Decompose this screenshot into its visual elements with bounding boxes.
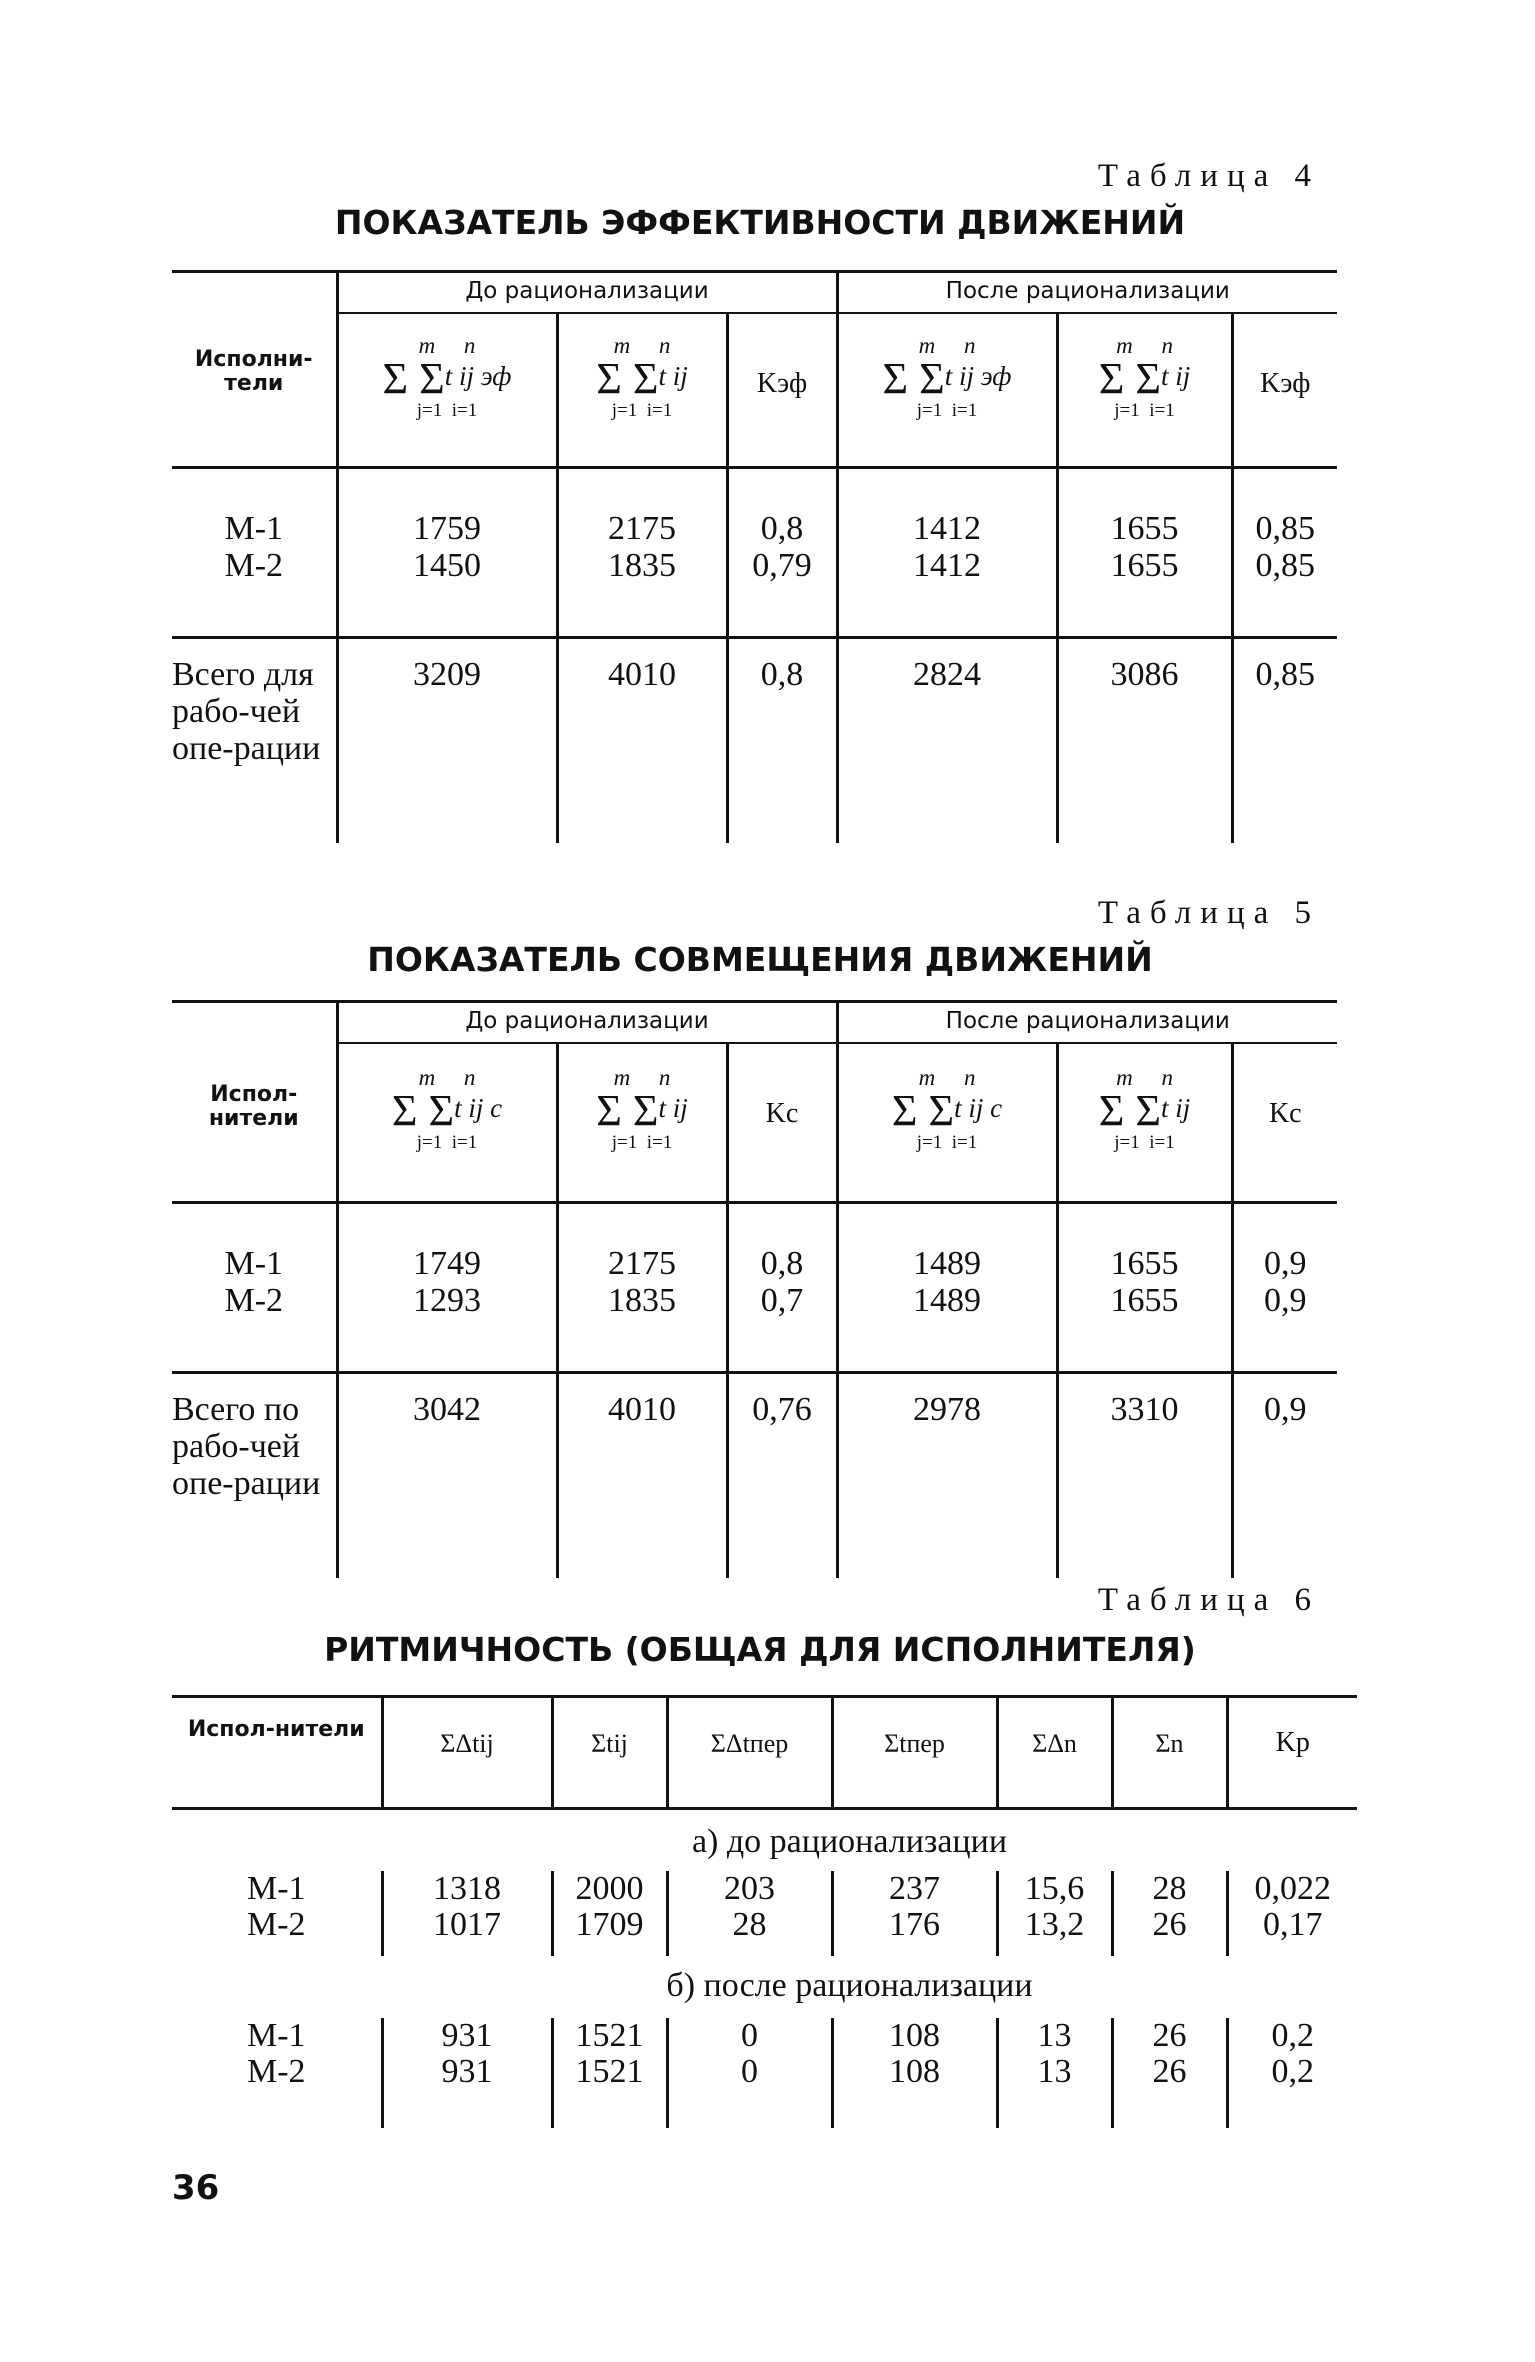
table4-header-before: До рационализации (337, 272, 837, 313)
table5-sum-ij-before: m n Σ Σt ij j=1 i=1 (557, 1043, 727, 1203)
table4-row-labels (172, 468, 337, 638)
table4 (172, 270, 1337, 843)
table4-cell: 1412 1412 (837, 468, 1057, 638)
table6-header-performers: Испол-нители (187, 1717, 365, 1742)
table6-header-sum-dt-per: ΣΔtпер (667, 1697, 832, 1809)
table4-sum-ij-after: m n Σ Σt ij j=1 i=1 (1057, 313, 1232, 468)
table5-total-cell: 4010 (557, 1373, 727, 1578)
table4-total-cell: 3209 (337, 638, 557, 843)
table5-header-after: После рационализации (837, 1002, 1337, 1043)
table6-cell: 237 176 (832, 1871, 997, 1956)
table5-total-cell: 3042 (337, 1373, 557, 1578)
table4-header-performers: Исполни-тели (172, 272, 337, 468)
table4-total-cell: 0,85 (1232, 638, 1337, 843)
table6-cell: 0,022 0,17 (1227, 1871, 1357, 1956)
table6-cell: 2000 1709 (552, 1871, 667, 1956)
table4-cell: 0,85 0,85 (1232, 468, 1337, 638)
table5-cell: 1749 1293 (337, 1203, 557, 1373)
table6-section-before: а) до рационализации (691, 1823, 1008, 1860)
table6-header-k: Kр (1227, 1697, 1357, 1809)
table5 (172, 1000, 1337, 1578)
table6-header-sum-dt: ΣΔtij (382, 1697, 552, 1809)
table6 (172, 1695, 1357, 2128)
table6-number: Таблица 6 (1097, 1582, 1320, 1618)
table4-sum-eff-after: m n Σ Σt ij эф j=1 i=1 (837, 313, 1057, 468)
table5-header-before: До рационализации (337, 1002, 837, 1043)
table6-cell: 13 13 (997, 2018, 1112, 2128)
table4-total-label: Всего для рабо-чей опе-рации (172, 656, 321, 767)
table5-sum-c-after: m n Σ Σt ij с j=1 i=1 (837, 1043, 1057, 1203)
table5-k-after: Kс (1232, 1043, 1337, 1203)
table5-row2-label: М-2 (224, 1282, 284, 1320)
table6-cell: 1318 1017 (382, 1871, 552, 1956)
table6-cell: 0,2 0,2 (1227, 2018, 1357, 2128)
table5-total-cell: 2978 (837, 1373, 1057, 1578)
table5-cell: 1489 1489 (837, 1203, 1057, 1373)
table4-header-after: После рационализации (837, 272, 1337, 313)
table6-cell: 15,6 13,2 (997, 1871, 1112, 1956)
table4-k-before: Kэф (727, 313, 837, 468)
table5-total-cell: 3310 (1057, 1373, 1232, 1578)
table4-total-cell: 2824 (837, 638, 1057, 843)
table4-title: ПОКАЗАТЕЛЬ ЭФФЕКТИВНОСТИ ДВИЖЕНИЙ (334, 203, 1186, 242)
table5-total-cell: 0,76 (727, 1373, 837, 1578)
table5-title: ПОКАЗАТЕЛЬ СОВМЕЩЕНИЯ ДВИЖЕНИЙ (367, 940, 1153, 979)
table6-cell: 203 28 (667, 1871, 832, 1956)
table6-before-labels: М-1 М-2 (246, 1869, 306, 1944)
table6-cell: 0 0 (667, 2018, 832, 2128)
table4-total-cell: 4010 (557, 638, 727, 843)
page-number: 36 (172, 2168, 220, 2208)
table4-cell: 1759 1450 (337, 468, 557, 638)
table5-total-label: Всего по рабо-чей опе-рации (172, 1391, 321, 1502)
table5-cell: 2175 1835 (557, 1203, 727, 1373)
table5-cell: 0,8 0,7 (727, 1203, 837, 1373)
table6-header-sum-t: Σtij (552, 1697, 667, 1809)
table4-row2-label: М-2 (224, 547, 284, 585)
table6-cell: 1521 1521 (552, 2018, 667, 2128)
table4-total-cell: 3086 (1057, 638, 1232, 843)
table5-cell: 1655 1655 (1057, 1203, 1232, 1373)
table6-cell: 108 108 (832, 2018, 997, 2128)
table4-sum-ij-before: m n Σ Σt ij j=1 i=1 (557, 313, 727, 468)
table5-sum-c-before: m n Σ Σt ij с j=1 i=1 (337, 1043, 557, 1203)
table6-cell: 28 26 (1112, 1871, 1227, 1956)
table6-cell: 26 26 (1112, 2018, 1227, 2128)
table6-after-labels: М-1 М-2 (246, 2016, 306, 2091)
table6-header-sum-n: Σn (1112, 1697, 1227, 1809)
table4-cell: 2175 1835 (557, 468, 727, 638)
table6-header-sum-t-per: Σtпер (832, 1697, 997, 1809)
table5-header-performers: Испол-нители (172, 1002, 337, 1203)
table6-section-after: б) после рационализации (666, 1966, 1033, 2004)
table4-total-cell: 0,8 (727, 638, 837, 843)
table5-number: Таблица 5 (1097, 895, 1320, 931)
table4-number: Таблица 4 (1097, 158, 1320, 194)
table5-k-before: Kс (727, 1043, 837, 1203)
table5-cell: 0,9 0,9 (1232, 1203, 1337, 1373)
table4-cell: 0,8 0,79 (727, 468, 837, 638)
table6-cell: 931 931 (382, 2018, 552, 2128)
table5-row1-label: М-1 (224, 1245, 284, 1283)
table5-sum-ij-after: m n Σ Σt ij j=1 i=1 (1057, 1043, 1232, 1203)
table6-header-sum-dn: ΣΔn (997, 1697, 1112, 1809)
table4-row1-label: М-1 (224, 510, 284, 548)
table4-sum-eff-before: m n Σ Σt ij эф j=1 i=1 (337, 313, 557, 468)
table5-total-cell: 0,9 (1232, 1373, 1337, 1578)
table4-cell: 1655 1655 (1057, 468, 1232, 638)
table6-title: РИТМИЧНОСТЬ (ОБЩАЯ ДЛЯ ИСПОЛНИТЕЛЯ) (324, 1630, 1196, 1669)
table4-k-after: Kэф (1232, 313, 1337, 468)
table5-row-labels (172, 1203, 337, 1373)
